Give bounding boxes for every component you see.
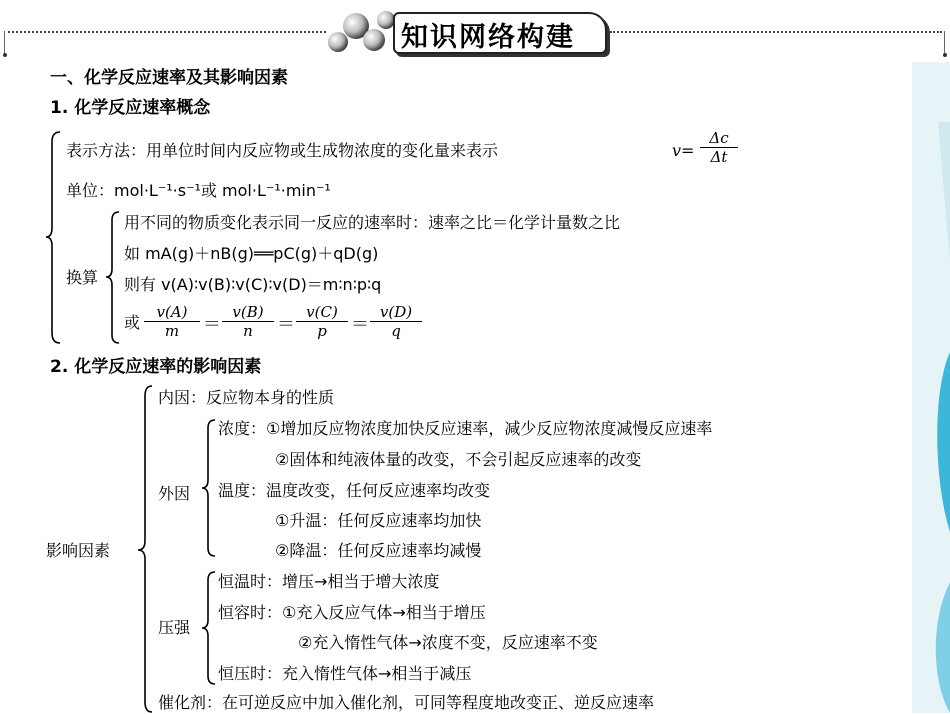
fraction-b-num: v(B) <box>232 303 264 321</box>
fraction-d <box>370 303 422 340</box>
conversion-label: 换算 <box>66 268 99 287</box>
brace-factors <box>136 384 156 714</box>
banner-dot-left <box>3 53 7 57</box>
fraction-c-den: p <box>296 321 348 340</box>
brace-conversion <box>104 210 122 345</box>
formula-denominator: Δt <box>700 147 738 166</box>
conversion-rule: 用不同的物质变化表示同一反应的速率时：速率之比＝化学计量数之比 <box>124 213 621 232</box>
conversion-or: 或 <box>124 313 141 332</box>
fraction-b-den: n <box>222 321 274 340</box>
internal-factor: 内因：反应物本身的性质 <box>158 388 335 407</box>
banner-tail-left <box>4 31 7 53</box>
section-heading: 一、化学反应速率及其影响因素 <box>50 68 288 88</box>
concentration-rule-2: ②固体和纯液体量的改变，不会引起反应速率的改变 <box>275 450 642 469</box>
temperature-rule: 温度：温度改变，任何反应速率均改变 <box>218 481 491 500</box>
fraction-d-den: q <box>370 321 422 340</box>
brace-pressure <box>200 570 218 686</box>
formula-numerator: Δc <box>709 129 729 147</box>
unit-text: 单位：mol·L⁻¹·s⁻¹或 mol·L⁻¹·min⁻¹ <box>66 181 331 200</box>
subheading-influencing-factors: 2. 化学反应速率的影响因素 <box>50 357 262 377</box>
page-title: 知识网络构建 <box>401 22 575 53</box>
pressure-constant-pressure: 恒压时：充入惰性气体→相当于减压 <box>218 664 472 683</box>
concentration-rule-1: 浓度：①增加反应物浓度加快反应速率，减少反应物浓度减慢反应速率 <box>218 419 713 438</box>
equals-1: ＝ <box>203 314 221 335</box>
side-decoration <box>912 62 950 713</box>
banner-divider-left <box>8 31 326 33</box>
conversion-ratio: 则有 v(A)∶v(B)∶v(C)∶v(D)＝m∶n∶p∶q <box>124 275 382 294</box>
brace-external <box>200 418 218 558</box>
fraction-c <box>296 303 348 340</box>
method-text: 表示方法：用单位时间内反应物或生成物浓度的变化量来表示 <box>66 141 499 160</box>
fraction-d-num: v(D) <box>379 303 413 321</box>
formula-v: v= <box>672 141 695 160</box>
equals-3: ＝ <box>351 314 369 335</box>
external-label: 外因 <box>158 484 191 503</box>
fraction-c-num: v(C) <box>306 303 338 321</box>
catalyst-rule: 催化剂：在可逆反应中加入催化剂，可同等程度地改变正、逆反应速率 <box>158 693 655 712</box>
pressure-constant-volume-2: ②充入惰性气体→浓度不变，反应速率不变 <box>298 633 598 652</box>
banner-dot-right <box>943 53 947 57</box>
temperature-rise: ①升温：任何反应速率均加快 <box>275 511 482 530</box>
fraction-a-num: v(A) <box>156 303 188 321</box>
banner-divider-right <box>610 31 942 33</box>
fraction-b <box>222 303 274 340</box>
equals-2: ＝ <box>277 314 295 335</box>
pressure-constant-temp: 恒温时：增压→相当于增大浓度 <box>218 572 440 591</box>
formula-delta-fraction <box>700 129 738 166</box>
pressure-constant-volume-1: 恒容时：①充入反应气体→相当于增压 <box>218 603 486 622</box>
brace-rate-concept <box>44 130 64 345</box>
pressure-label: 压强 <box>158 618 191 637</box>
fraction-a-den: m <box>144 321 200 340</box>
conversion-example: 如 mA(g)＋nB(g)══pC(g)＋qD(g) <box>124 244 379 263</box>
fraction-a <box>144 303 200 340</box>
decorative-balls-icon <box>326 8 398 54</box>
banner-tail-right <box>944 31 947 53</box>
factors-label: 影响因素 <box>46 541 111 560</box>
temperature-drop: ②降温：任何反应速率均减慢 <box>275 541 482 560</box>
subheading-rate-concept: 1. 化学反应速率概念 <box>50 98 211 118</box>
